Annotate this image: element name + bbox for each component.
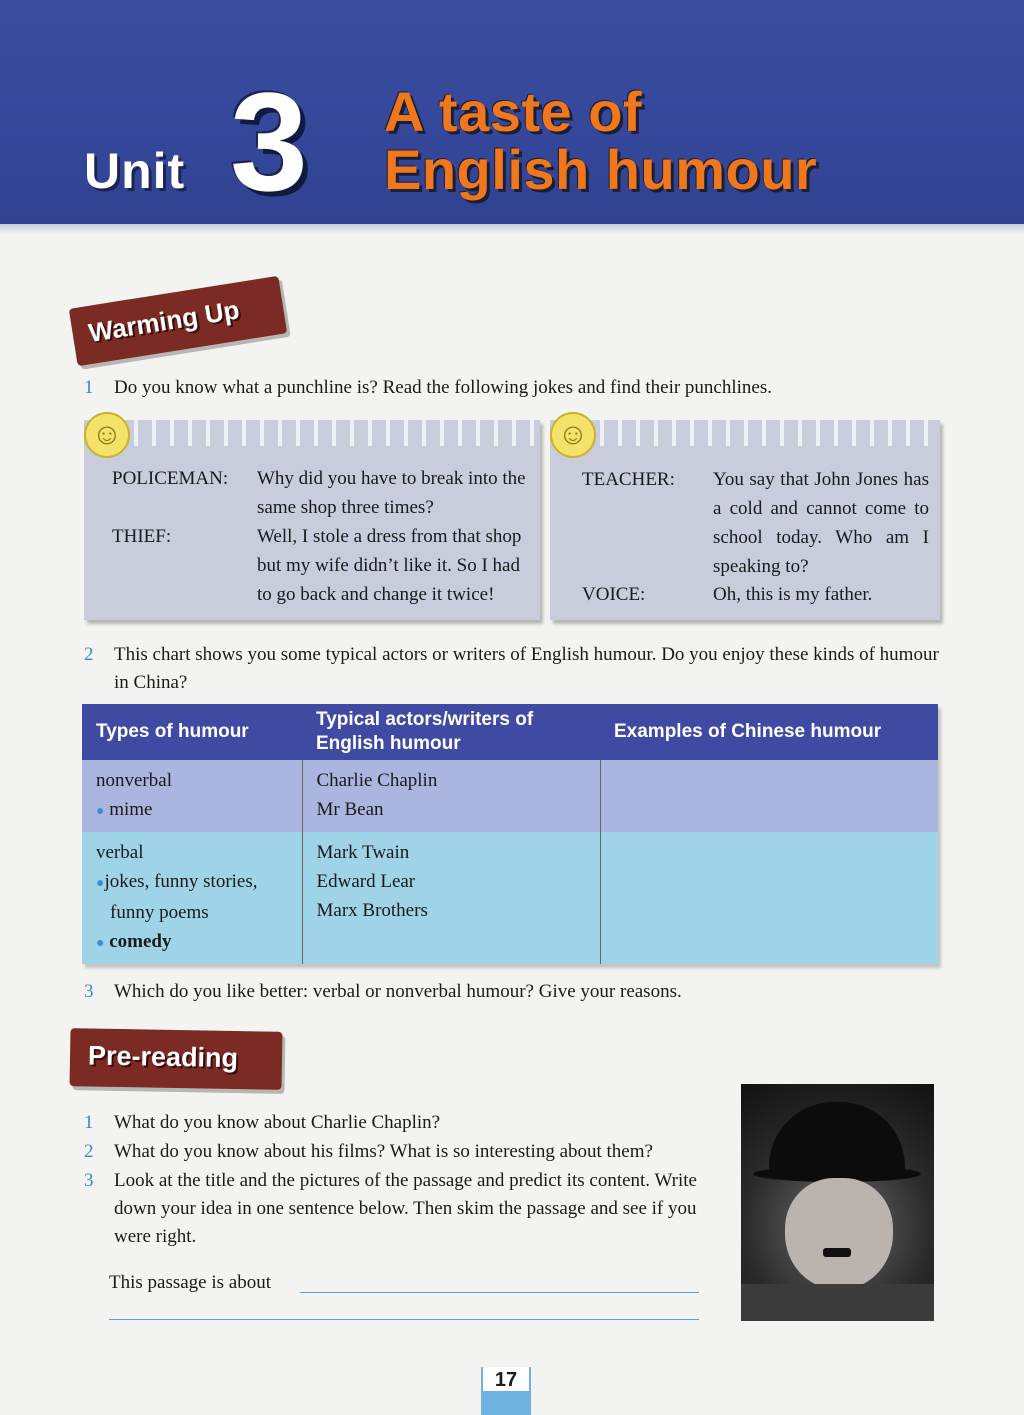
unit-title-line1: A taste of [384,80,643,143]
bowler-hat [769,1102,905,1176]
table-cell [302,832,600,964]
table-header: Examples of Chinese humour [600,704,938,760]
humour-type: nonverbal [96,770,172,791]
unit-number: 3 [230,63,308,220]
question-number: 3 [84,981,94,1002]
table-header: Types of humour [82,704,302,760]
table-cell [302,760,600,832]
table-cell [82,832,302,964]
warming-up-label: Warming Up [86,294,242,348]
question-2 [84,641,944,697]
question-text: Look at the title and the pictures of the passage and predict its content. Write down your idea in one sentence below. Then skim the passage and see if you were right. [114,1170,697,1247]
humour-subtype [96,867,288,898]
charlie-chaplin-photo [741,1084,934,1321]
pre-reading-item [84,1138,724,1166]
pre-reading-item [84,1167,724,1251]
bullet-icon: ● [96,876,105,891]
coat [741,1284,934,1321]
banner-shadow [0,224,1024,234]
pre-reading-item [84,1109,724,1137]
pre-reading-tag [70,1028,283,1090]
subtype-text: mime [109,799,153,820]
actor: Mark Twain [316,842,410,863]
table-cell [82,760,302,832]
humour-type: verbal [96,842,144,863]
actor: Charlie Chaplin [316,770,438,791]
smiley-icon: ☺ [550,412,596,458]
joke1-line1: Why did you have to break into the same shop three times? [257,468,526,518]
subtype-text: jokes, funny stories, [104,871,258,892]
joke2-line2: Oh, this is my father. [713,584,873,605]
question-number: 2 [84,1141,94,1162]
humour-table [82,704,938,964]
subtype-text: funny poems [110,902,209,923]
face [785,1178,893,1290]
question-text: Which do you like better: verbal or nonverbal humour? Give your reasons. [114,981,682,1002]
joke2-speaker2: VOICE: [582,584,646,605]
joke1-speaker2: THIEF: [112,526,172,547]
page-number-tab [481,1367,531,1415]
page-number: 17 [483,1367,529,1391]
question-number: 1 [84,1112,94,1133]
mustache [823,1248,851,1257]
question-number: 3 [84,1170,94,1191]
question-3 [84,978,944,1006]
smiley-icon: ☺ [84,412,130,458]
question-text: What do you know about Charlie Chaplin? [114,1112,441,1133]
unit-title-line2: English humour [384,138,818,201]
answer-line[interactable] [300,1292,699,1293]
joke1-speaker1: POLICEMAN: [112,468,229,489]
actor: Marx Brothers [316,900,428,921]
joke2-line1: You say that John Jones has a cold and cannot come to school today. Who am I speaking to? [713,469,929,577]
question-text: Do you know what a punchline is? Read the following jokes and find their punchlines. [114,377,773,398]
chinese-example-cell[interactable] [600,832,938,964]
question-text: This chart shows you some typical actors or writers of English humour. Do you enjoy these kinds of humour in China? [114,644,939,693]
unit-label: Unit [84,143,186,199]
actor: Edward Lear [316,871,416,892]
question-number: 1 [84,377,94,398]
chinese-example-cell[interactable] [600,760,938,832]
actor: Mr Bean [316,799,384,820]
joke2-speaker1: TEACHER: [582,469,675,490]
table-row [82,832,938,964]
humour-subtype [96,927,288,958]
humour-subtype [96,795,288,826]
table-header: Typical actors/writers of English humour [302,704,600,760]
torn-edge [84,420,540,446]
pre-reading-label: Pre-reading [87,1040,239,1074]
bullet-icon: ● [96,936,105,951]
question-text: What do you know about his films? What is so interesting about them? [114,1141,653,1162]
joke1-line2: Well, I stole a dress from that shop but my wife didn’t like it. So I had to go back and change it twice! [257,526,522,605]
question-number: 2 [84,644,94,665]
answer-line-2[interactable] [109,1319,699,1320]
subtype-text: comedy [109,931,172,952]
question-1 [84,374,964,402]
torn-edge [550,420,940,446]
bullet-icon: ● [96,804,105,819]
warming-up-tag [69,276,287,366]
table-row [82,760,938,832]
fill-prompt: This passage is about [109,1272,272,1293]
